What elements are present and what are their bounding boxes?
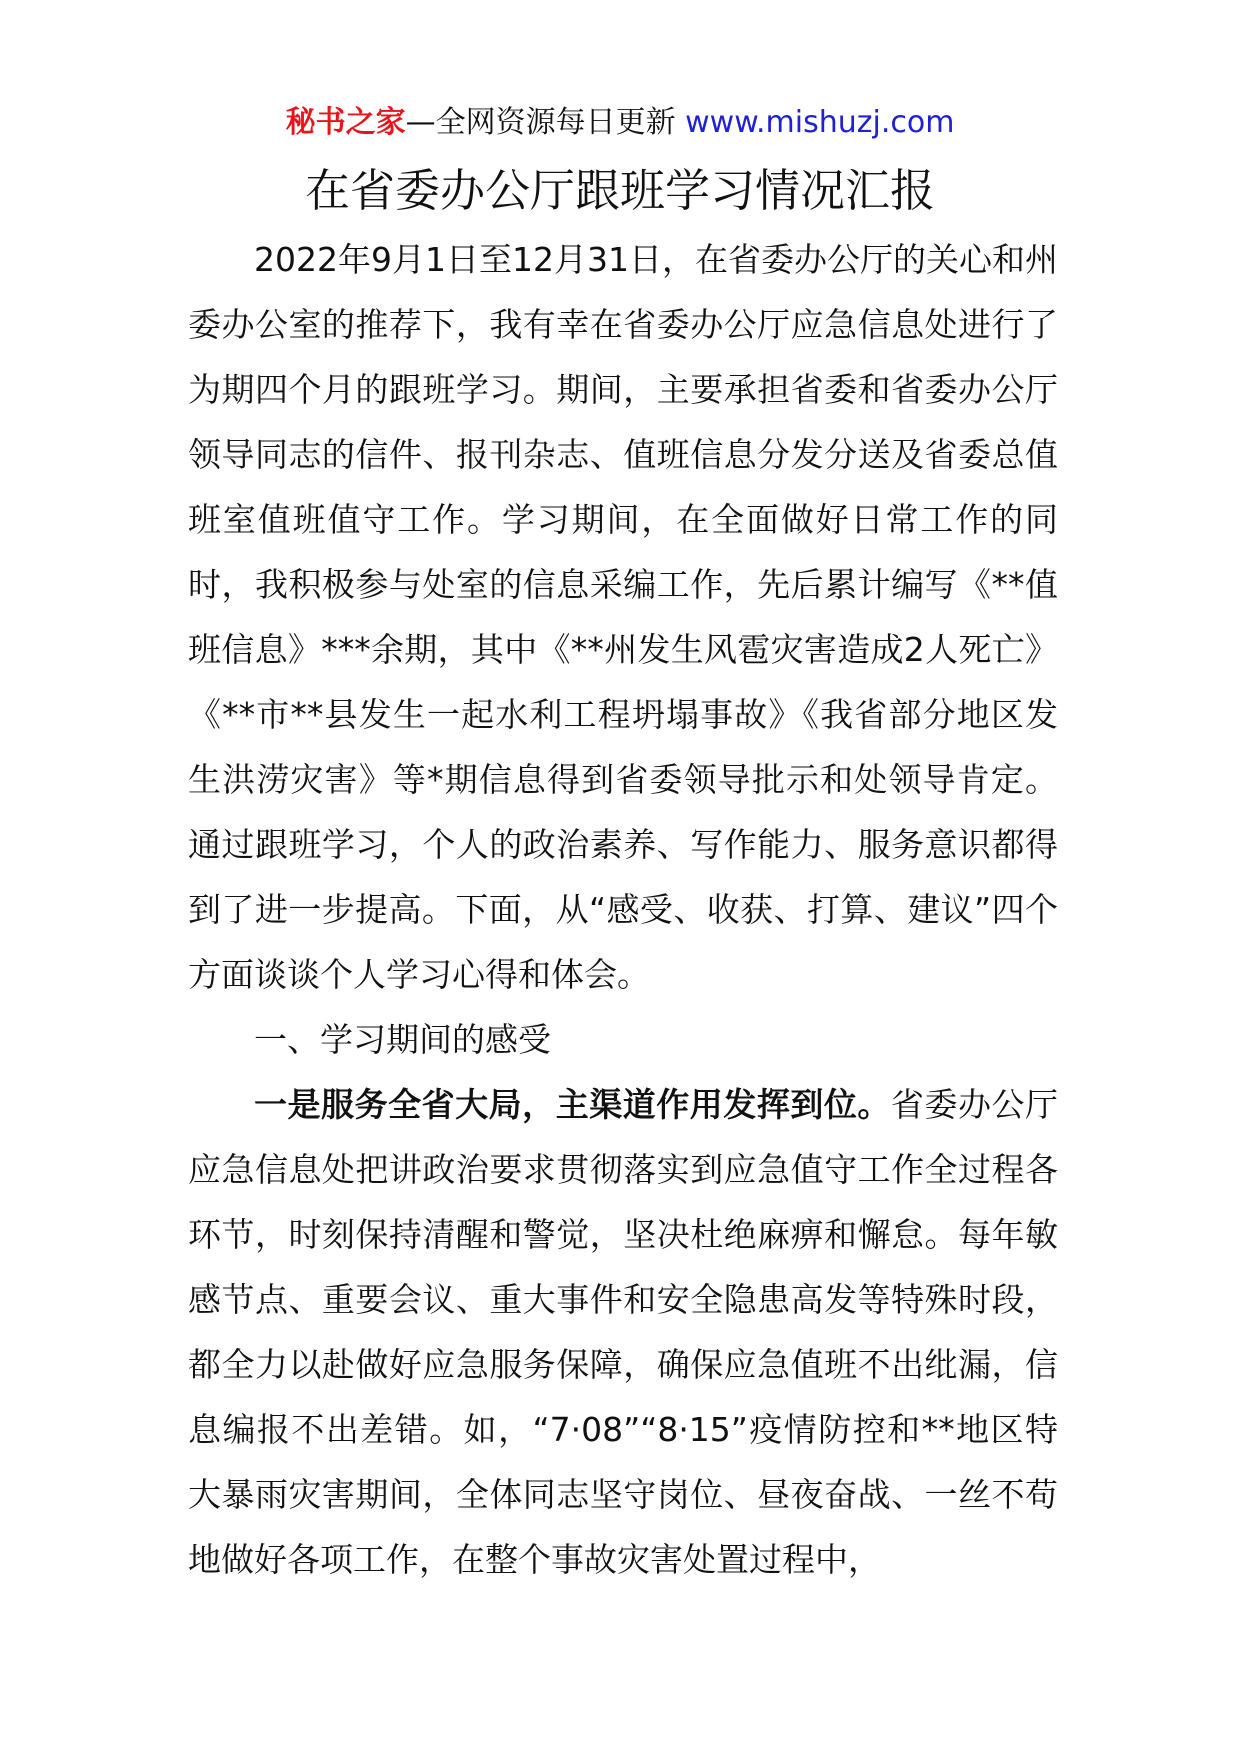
paragraph-body: 省委办公厅应急信息处把讲政治要求贯彻落实到应急值守工作全过程各环节，时刻保持清醒和警觉，坚决杜绝麻痹和懈怠。每年敏感节点、重要会议、重大事件和安全隐患高发等特殊时段，都全力以赴做好应急服务保障，确保应急值班不出纰漏，信息编报不出差错。如，“7·08”“8·15”疫情防控和**地区特大暴雨灾害期间，全体同志坚守岗位、昼夜奋战、一丝不苟地做好各项工作，在整个事故灾害处置过程中，: [188, 1085, 1059, 1579]
brand-name: 秘书之家: [285, 105, 406, 140]
banner-tagline: —全网资源每日更新: [405, 105, 686, 140]
paragraph-lead: 一是服务全省大局，主渠道作用发挥到位。: [254, 1085, 891, 1124]
intro-paragraph: 2022年9月1日至12月31日，在省委办公厅的关心和州委办公室的推荐下，我有幸在省委办公厅应急信息处进行了为期四个月的跟班学习。期间，主要承担省委和省委办公厅领导同志的信件、报刊杂志、值班信息分发分送及省委总值班室值班值守工作。学习期间，在全面做好日常工作的同时，我积极参与处室的信息采编工作，先后累计编写《**值班信息》***余期，其中《**州发生风雹灾害造成2人死亡》《**市**县发生一起水利工程坍塌事故》《我省部分地区发生洪涝灾害》等*期信息得到省委领导批示和处领导肯定。通过跟班学习，个人的政治素养、写作能力、服务意识都得到了进一步提高。下面，从“感受、收获、打算、建议”四个方面谈谈个人学习心得和体会。: [188, 240, 1058, 994]
document-body: [188, 227, 1058, 1592]
site-banner: [0, 100, 1240, 146]
section-heading: 一、学习期间的感受: [254, 1020, 551, 1059]
document-title: 在省委办公厅跟班学习情况汇报: [304, 164, 935, 217]
site-url-link[interactable]: www.mishuzj.com: [685, 105, 955, 140]
section-paragraph: [188, 1072, 1058, 1592]
